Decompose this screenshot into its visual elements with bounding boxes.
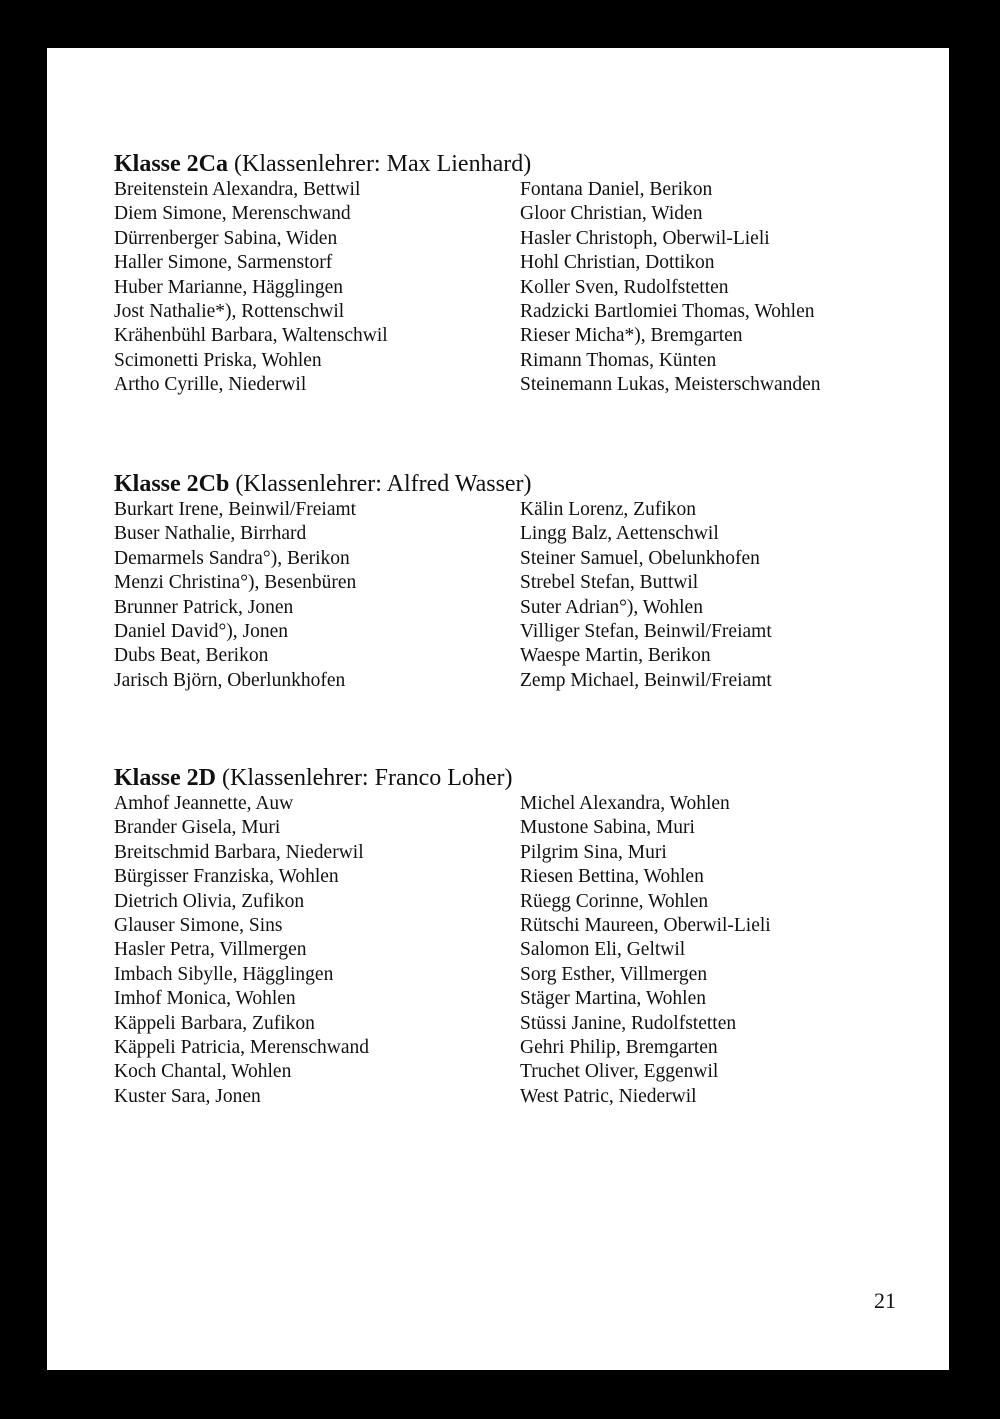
student-entry: Michel Alexandra, Wohlen — [520, 793, 730, 814]
student-entry: Zemp Michael, Beinwil/Freiamt — [520, 669, 772, 691]
student-entry: Hohl Christian, Dottikon — [520, 252, 715, 274]
student-list-left — [114, 178, 388, 398]
student-entry: Bürgisser Franziska, Wohlen — [114, 866, 339, 888]
student-entry: Mustone Sabina, Muri — [520, 817, 695, 839]
student-entry: Truchet Oliver, Eggenwil — [520, 1061, 719, 1083]
student-entry: Steinemann Lukas, Meisterschwanden — [520, 374, 821, 396]
student-entry: Rimann Thomas, Künten — [520, 349, 717, 371]
student-entry: Jarisch Björn, Oberlunkhofen — [114, 669, 346, 691]
student-entry: Gehri Philip, Bremgarten — [520, 1037, 718, 1059]
student-entry: West Patric, Niederwil — [520, 1085, 697, 1107]
student-entry: Dürrenberger Sabina, Widen — [114, 227, 338, 249]
student-entry: Huber Marianne, Hägglingen — [114, 276, 344, 298]
student-entry: Käppeli Barbara, Zufikon — [114, 1012, 315, 1034]
student-entry: Strebel Stefan, Buttwil — [520, 572, 699, 594]
student-entry: Buser Nathalie, Birrhard — [114, 523, 307, 545]
class-name: Klasse 2Cb — [114, 471, 230, 497]
student-entry: Sorg Esther, Villmergen — [520, 963, 708, 985]
student-entry: Burkart Irene, Beinwil/Freiamt — [114, 499, 357, 520]
student-entry: Steiner Samuel, Obelunkhofen — [520, 547, 760, 569]
student-entry: Haller Simone, Sarmenstorf — [114, 252, 333, 274]
student-entry: Jost Nathalie*), Rottenschwil — [114, 301, 345, 323]
student-entry: Radzicki Bartlomiei Thomas, Wohlen — [520, 301, 815, 323]
student-entry: Menzi Christina°), Besenbüren — [114, 572, 357, 594]
student-entry: Breitenstein Alexandra, Bettwil — [114, 179, 361, 200]
student-list-right — [520, 178, 821, 398]
student-entry: Koch Chantal, Wohlen — [114, 1061, 292, 1083]
student-entry: Pilgrim Sina, Muri — [520, 841, 667, 863]
student-list-left — [114, 792, 369, 1109]
student-entry: Demarmels Sandra°), Berikon — [114, 547, 350, 569]
class-teacher: (Klassenlehrer: Alfred Wasser) — [235, 471, 532, 497]
student-entry: Kälin Lorenz, Zufikon — [520, 499, 696, 520]
student-entry: Rüegg Corinne, Wohlen — [520, 890, 709, 912]
student-entry: Riesen Bettina, Wohlen — [520, 866, 704, 888]
class-name: Klasse 2D — [114, 765, 216, 791]
student-entry: Imbach Sibylle, Hägglingen — [114, 963, 334, 985]
student-entry: Suter Adrian°), Wohlen — [520, 596, 703, 618]
class-section-2d — [114, 764, 914, 1107]
student-entry: Stüssi Janine, Rudolfstetten — [520, 1012, 737, 1034]
student-entry: Hasler Petra, Villmergen — [114, 939, 307, 961]
class-section-2ca — [114, 150, 914, 396]
class-heading — [114, 764, 914, 792]
student-entry: Scimonetti Priska, Wohlen — [114, 349, 322, 371]
class-name: Klasse 2Ca — [114, 151, 228, 177]
student-entry: Lingg Balz, Aettenschwil — [520, 523, 719, 545]
student-entry: Fontana Daniel, Berikon — [520, 179, 713, 200]
student-entry: Gloor Christian, Widen — [520, 203, 703, 225]
student-entry: Villiger Stefan, Beinwil/Freiamt — [520, 621, 772, 643]
student-entry: Salomon Eli, Geltwil — [520, 939, 686, 961]
student-entry: Stäger Martina, Wohlen — [520, 988, 706, 1010]
student-list-right — [520, 792, 771, 1109]
class-teacher: (Klassenlehrer: Franco Loher) — [222, 765, 513, 791]
student-entry: Daniel David°), Jonen — [114, 621, 289, 643]
student-entry: Rieser Micha*), Bremgarten — [520, 325, 743, 347]
student-entry: Dubs Beat, Berikon — [114, 645, 269, 667]
student-entry: Breitschmid Barbara, Niederwil — [114, 841, 364, 863]
student-entry: Glauser Simone, Sins — [114, 915, 283, 937]
class-section-2cb — [114, 470, 914, 691]
student-entry: Käppeli Patricia, Merenschwand — [114, 1037, 370, 1059]
student-entry: Dietrich Olivia, Zufikon — [114, 890, 305, 912]
student-entry: Artho Cyrille, Niederwil — [114, 374, 307, 396]
student-entry: Rütschi Maureen, Oberwil-Lieli — [520, 915, 771, 937]
student-entry: Brander Gisela, Muri — [114, 817, 281, 839]
class-teacher: (Klassenlehrer: Max Lienhard) — [234, 151, 532, 177]
student-list-right — [520, 498, 772, 693]
student-entry: Brunner Patrick, Jonen — [114, 596, 294, 618]
student-entry: Hasler Christoph, Oberwil-Lieli — [520, 227, 770, 249]
student-entry: Koller Sven, Rudolfstetten — [520, 276, 729, 298]
student-entry: Krähenbühl Barbara, Waltenschwil — [114, 325, 388, 347]
class-heading — [114, 470, 914, 498]
student-entry: Amhof Jeannette, Auw — [114, 793, 294, 814]
document-page — [47, 48, 949, 1370]
student-entry: Kuster Sara, Jonen — [114, 1085, 261, 1107]
student-entry: Waespe Martin, Berikon — [520, 645, 711, 667]
student-entry: Diem Simone, Merenschwand — [114, 203, 351, 225]
student-entry: Imhof Monica, Wohlen — [114, 988, 296, 1010]
class-heading — [114, 150, 914, 178]
student-list-left — [114, 498, 356, 693]
page-number: 21 — [874, 1288, 896, 1313]
